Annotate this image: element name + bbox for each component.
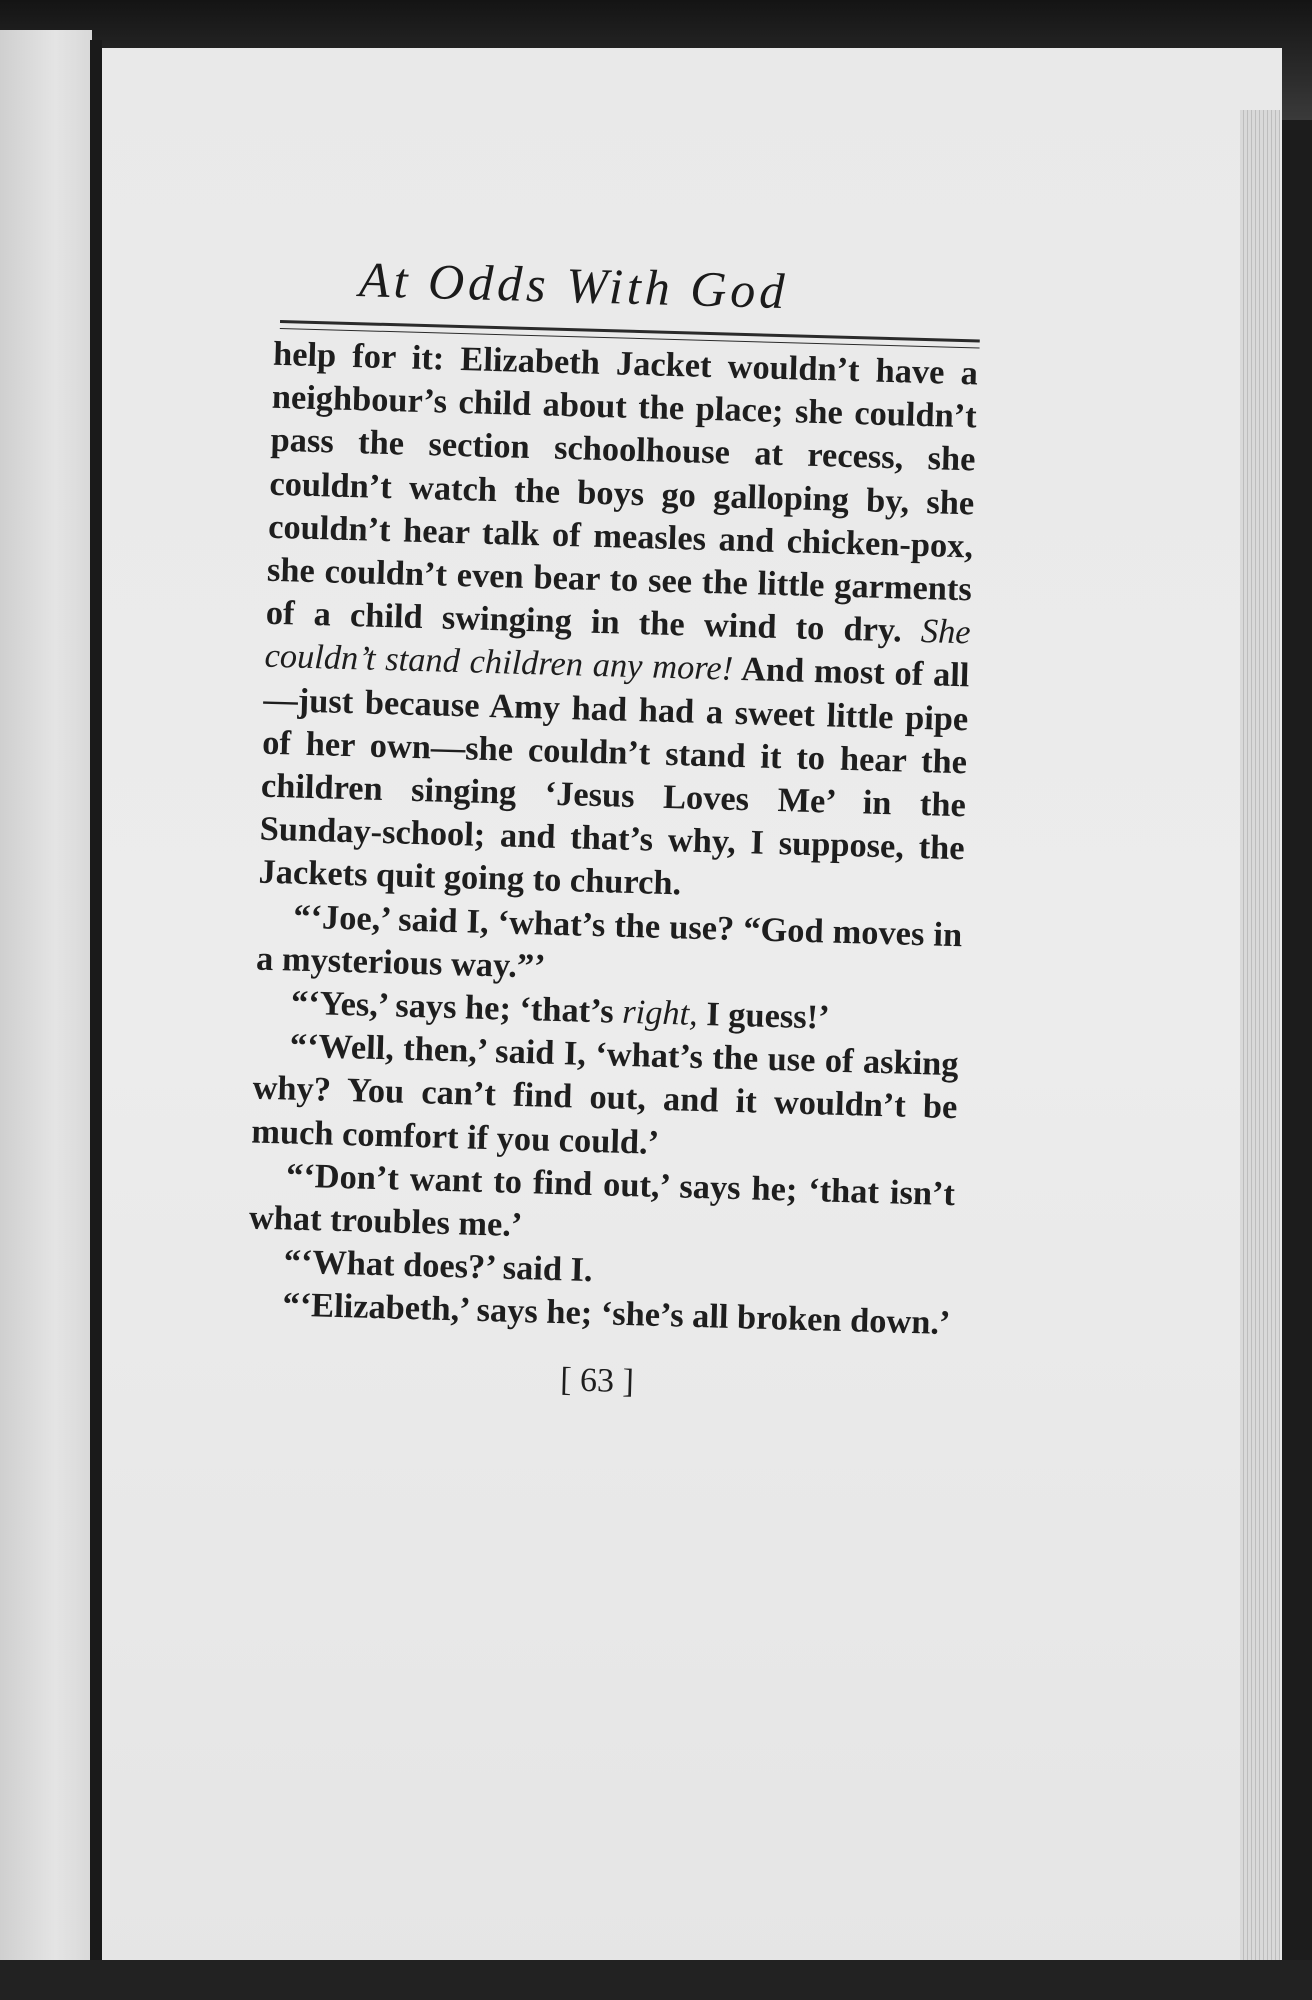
paragraph-text: “‘Elizabeth,’ says he; ‘she’s all broken down.’ — [282, 1285, 951, 1343]
italic-text: right, — [621, 992, 699, 1033]
page-number: [ 63 ] — [559, 1360, 635, 1400]
paragraph-text: help for it: Elizabeth Jacket wouldn’t have a neighbour’s child about the place; she couldn’t pass the section schoolhouse at recess, she couldn’t watch the boys go galloping by, she couldn’t hear talk of measles and chicken-pox, she couldn’t even bear to see the little garments of a child swinging in the wind to dry. — [265, 334, 979, 651]
facing-page-edge — [0, 30, 92, 2000]
paragraph — [258, 333, 978, 914]
book-gutter — [90, 40, 102, 2000]
paragraph-text: “‘Don’t want to find out,’ says he; ‘that isn’t what troubles me.’ — [248, 1156, 956, 1245]
paragraph-text: “‘Well, then,’ said I, ‘what’s the use of asking why? You can’t find out, and it wouldn’t be much comfort if you could.’ — [250, 1026, 960, 1162]
paragraph-text: And most of all—just because Amy had had a sweet little pipe of her own—she couldn’t stand it to hear the children singing ‘Jesus Loves Me’ in the Sunday-school; and that’s why, I suppose, the Jackets quit going to church. — [258, 650, 970, 903]
page-content — [178, 250, 999, 1410]
paragraph-text: “‘Yes,’ says he; ‘that’s — [290, 983, 623, 1031]
paragraph-text: “‘Joe,’ said I, ‘what’s the use? “God moves in a mysterious way.”’ — [255, 897, 963, 986]
paragraph-text: I guess!’ — [697, 994, 831, 1037]
italic-text: She couldn’t stand children any more! — [264, 612, 972, 689]
bottom-shadow — [0, 1960, 1312, 2000]
paragraph-text: “‘What does?’ said I. — [283, 1242, 594, 1290]
page-edges — [1240, 110, 1280, 1970]
paragraph — [251, 1024, 959, 1173]
running-head: At Odds With God — [358, 251, 790, 320]
body-text — [246, 333, 978, 1346]
